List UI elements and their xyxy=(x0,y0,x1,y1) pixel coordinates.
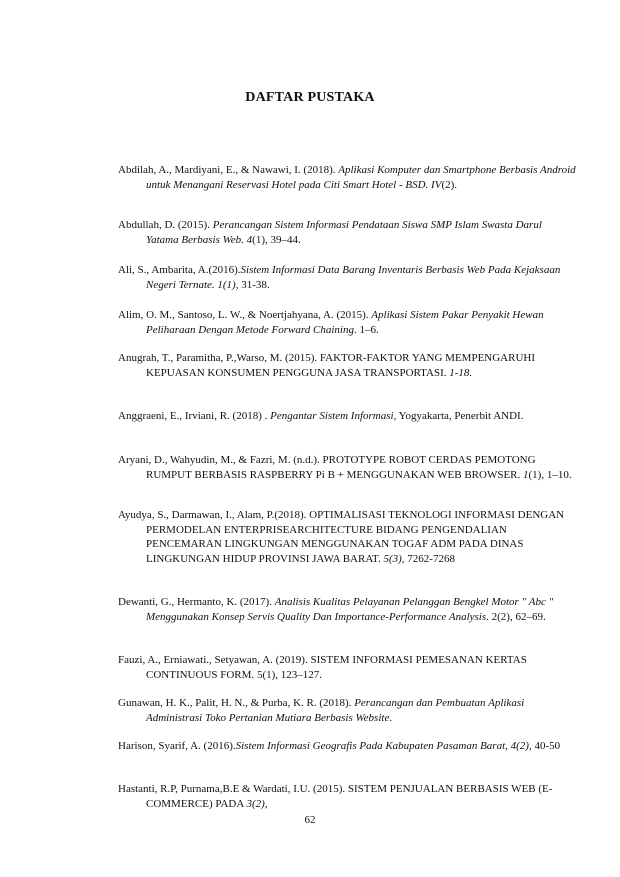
reference-entry: Ayudya, S., Darmawan, I., Alam, P.(2018). OPTIMALISASI TEKNOLOGI INFORMASI DENGAN PERMODELAN ENTERPRISEARCHITECTURE BIDANG PENGENDALIAN PENCEMARAN LINGKUNGAN MENGGUNAKAN TOGAF ADM PADA DINAS LINGKUNGAN HIDUP PROVINSI JAWA BARAT. 5(3), 7262-7268 xyxy=(118,509,565,565)
reference-entry: Anugrah, T., Paramitha, P.,Warso, M. (2015). FAKTOR-FAKTOR YANG MEMPENGARUHI KEPUASAN KONSUMEN PENGGUNA JASA TRANSPORTASI. 1-18. xyxy=(118,352,536,379)
reference-entry: Alim, O. M., Santoso, L. W., & Noertjahyana, A. (2015). Aplikasi Sistem Pakar Penyakit Hewan Peliharaan Dengan Metode Forward Chaining. 1–6. xyxy=(118,309,544,336)
reference-entry: Aryani, D., Wahyudin, M., & Fazri, M. (n.d.). PROTOTYPE ROBOT CERDAS PEMOTONG RUMPUT BERBASIS RASPBERRY Pi B + MENGGUNAKAN WEB BROWSER. 1(1), 1–10. xyxy=(118,454,572,481)
page-number: 62 xyxy=(304,814,316,826)
reference-entry: Dewanti, G., Hermanto, K. (2017). Analisis Kualitas Pelayanan Pelanggan Bengkel Motor " Abc " Menggunakan Konsep Servis Quality Dan Importance-Performance Analysis. 2(2), 62–69. xyxy=(118,596,554,623)
reference-entry: Anggraeni, E., Irviani, R. (2018) . Pengantar Sistem Informasi, Yogyakarta, Penerbit ANDI. xyxy=(118,410,524,422)
reference-entry: Harison, Syarif, A. (2016).Sistem Informasi Geografis Pada Kabupaten Pasaman Barat, 4(2), 40-50 xyxy=(118,740,561,752)
reference-entry: Abdilah, A., Mardiyani, E., & Nawawi, I. (2018). Aplikasi Komputer dan Smartphone Berbasis Android untuk Menangani Reservasi Hotel pada Citi Smart Hotel - BSD. IV(2). xyxy=(118,164,576,191)
reference-entry: Hastanti, R.P, Purnama,B.E & Wardati, I.U. (2015). SISTEM PENJUALAN BERBASIS WEB (E-COMMERCE) PADA 3(2), xyxy=(118,783,553,810)
reference-entry: Gunawan, H. K., Palit, H. N., & Purba, K. R. (2018). Perancangan dan Pembuatan Aplikasi Administrasi Toko Pertanian Mutiara Berbasis Website. xyxy=(118,697,525,724)
reference-entry: Abdullah, D. (2015). Perancangan Sistem Informasi Pendataan Siswa SMP Islam Swasta Darul Yatama Berbasis Web. 4(1), 39–44. xyxy=(118,219,542,246)
page-title: DAFTAR PUSTAKA xyxy=(245,90,375,105)
reference-entry: Fauzi, A., Erniawati., Setyawan, A. (2019). SISTEM INFORMASI PEMESANAN KERTAS CONTINUOUS FORM. 5(1), 123–127. xyxy=(118,654,527,681)
reference-entry: Ali, S., Ambarita, A.(2016).Sistem Informasi Data Barang Inventaris Berbasis Web Pada Kejaksaan Negeri Ternate. 1(1), 31-38. xyxy=(118,264,561,291)
